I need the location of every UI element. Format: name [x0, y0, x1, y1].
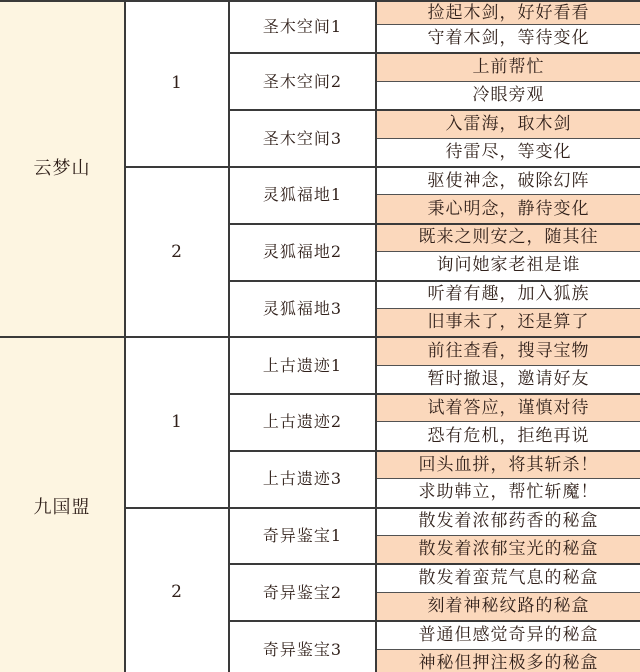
choice-cell: 散发着蛮荒气息的秘盒: [377, 563, 640, 591]
location-cell: 上古遗迹1: [230, 336, 377, 393]
stage-number-cell: 2: [126, 166, 230, 336]
choice-cell-highlighted: 散发着浓郁宝光的秘盒: [377, 535, 640, 563]
location-cell: 灵狐福地2: [230, 223, 377, 280]
choice-cell: 冷眼旁观: [377, 81, 640, 109]
stage-number-cell: 2: [126, 507, 230, 672]
choice-cell-highlighted: 刻着神秘纹路的秘盒: [377, 592, 640, 620]
choice-cell-highlighted: 上前帮忙: [377, 52, 640, 80]
region-cell-jiuguomeng: 九国盟: [0, 336, 126, 672]
location-cell: 奇异鉴宝1: [230, 507, 377, 564]
location-cell: 上古遗迹2: [230, 393, 377, 450]
choice-cell: 待雷尽，等变化: [377, 138, 640, 166]
choice-cell: 普通但感觉奇异的秘盒: [377, 620, 640, 648]
choice-cell: 驱使神念，破除幻阵: [377, 166, 640, 194]
choice-cell-highlighted: 旧事未了，还是算了: [377, 308, 640, 336]
choice-cell-highlighted: 神秘但押注极多的秘盒: [377, 649, 640, 672]
stage-number-cell: 1: [126, 0, 230, 166]
choice-cell: 听着有趣，加入狐族: [377, 280, 640, 308]
location-cell: 灵狐福地3: [230, 280, 377, 337]
choice-cell: 恐有危机，拒绝再说: [377, 421, 640, 449]
choice-cell-highlighted: 前往查看，搜寻宝物: [377, 336, 640, 364]
choice-cell-highlighted: 秉心明念，静待变化: [377, 194, 640, 222]
location-cell: 上古遗迹3: [230, 450, 377, 507]
choice-cell: 求助韩立，帮忙斩魔！: [377, 478, 640, 506]
location-cell: 奇异鉴宝2: [230, 563, 377, 620]
stage-number-cell: 1: [126, 336, 230, 506]
location-cell: 奇异鉴宝3: [230, 620, 377, 672]
region-cell-yunmengshan: 云梦山: [0, 0, 126, 336]
choice-cell: 守着木剑，等待变化: [377, 24, 640, 52]
choice-cell-highlighted: 捡起木剑，好好看看: [377, 0, 640, 24]
choice-cell: 询问她家老祖是谁: [377, 251, 640, 279]
choice-cell-highlighted: 既来之则安之，随其往: [377, 223, 640, 251]
choice-cell-highlighted: 试着答应，谨慎对待: [377, 393, 640, 421]
location-cell: 圣木空间3: [230, 109, 377, 166]
choice-cell-highlighted: 入雷海，取木剑: [377, 109, 640, 137]
choice-cell: 暂时撤退，邀请好友: [377, 365, 640, 393]
location-cell: 圣木空间2: [230, 52, 377, 109]
choice-cell-highlighted: 回头血拼，将其斩杀！: [377, 450, 640, 478]
location-cell: 圣木空间1: [230, 0, 377, 52]
choice-cell: 散发着浓郁药香的秘盒: [377, 507, 640, 535]
location-cell: 灵狐福地1: [230, 166, 377, 223]
